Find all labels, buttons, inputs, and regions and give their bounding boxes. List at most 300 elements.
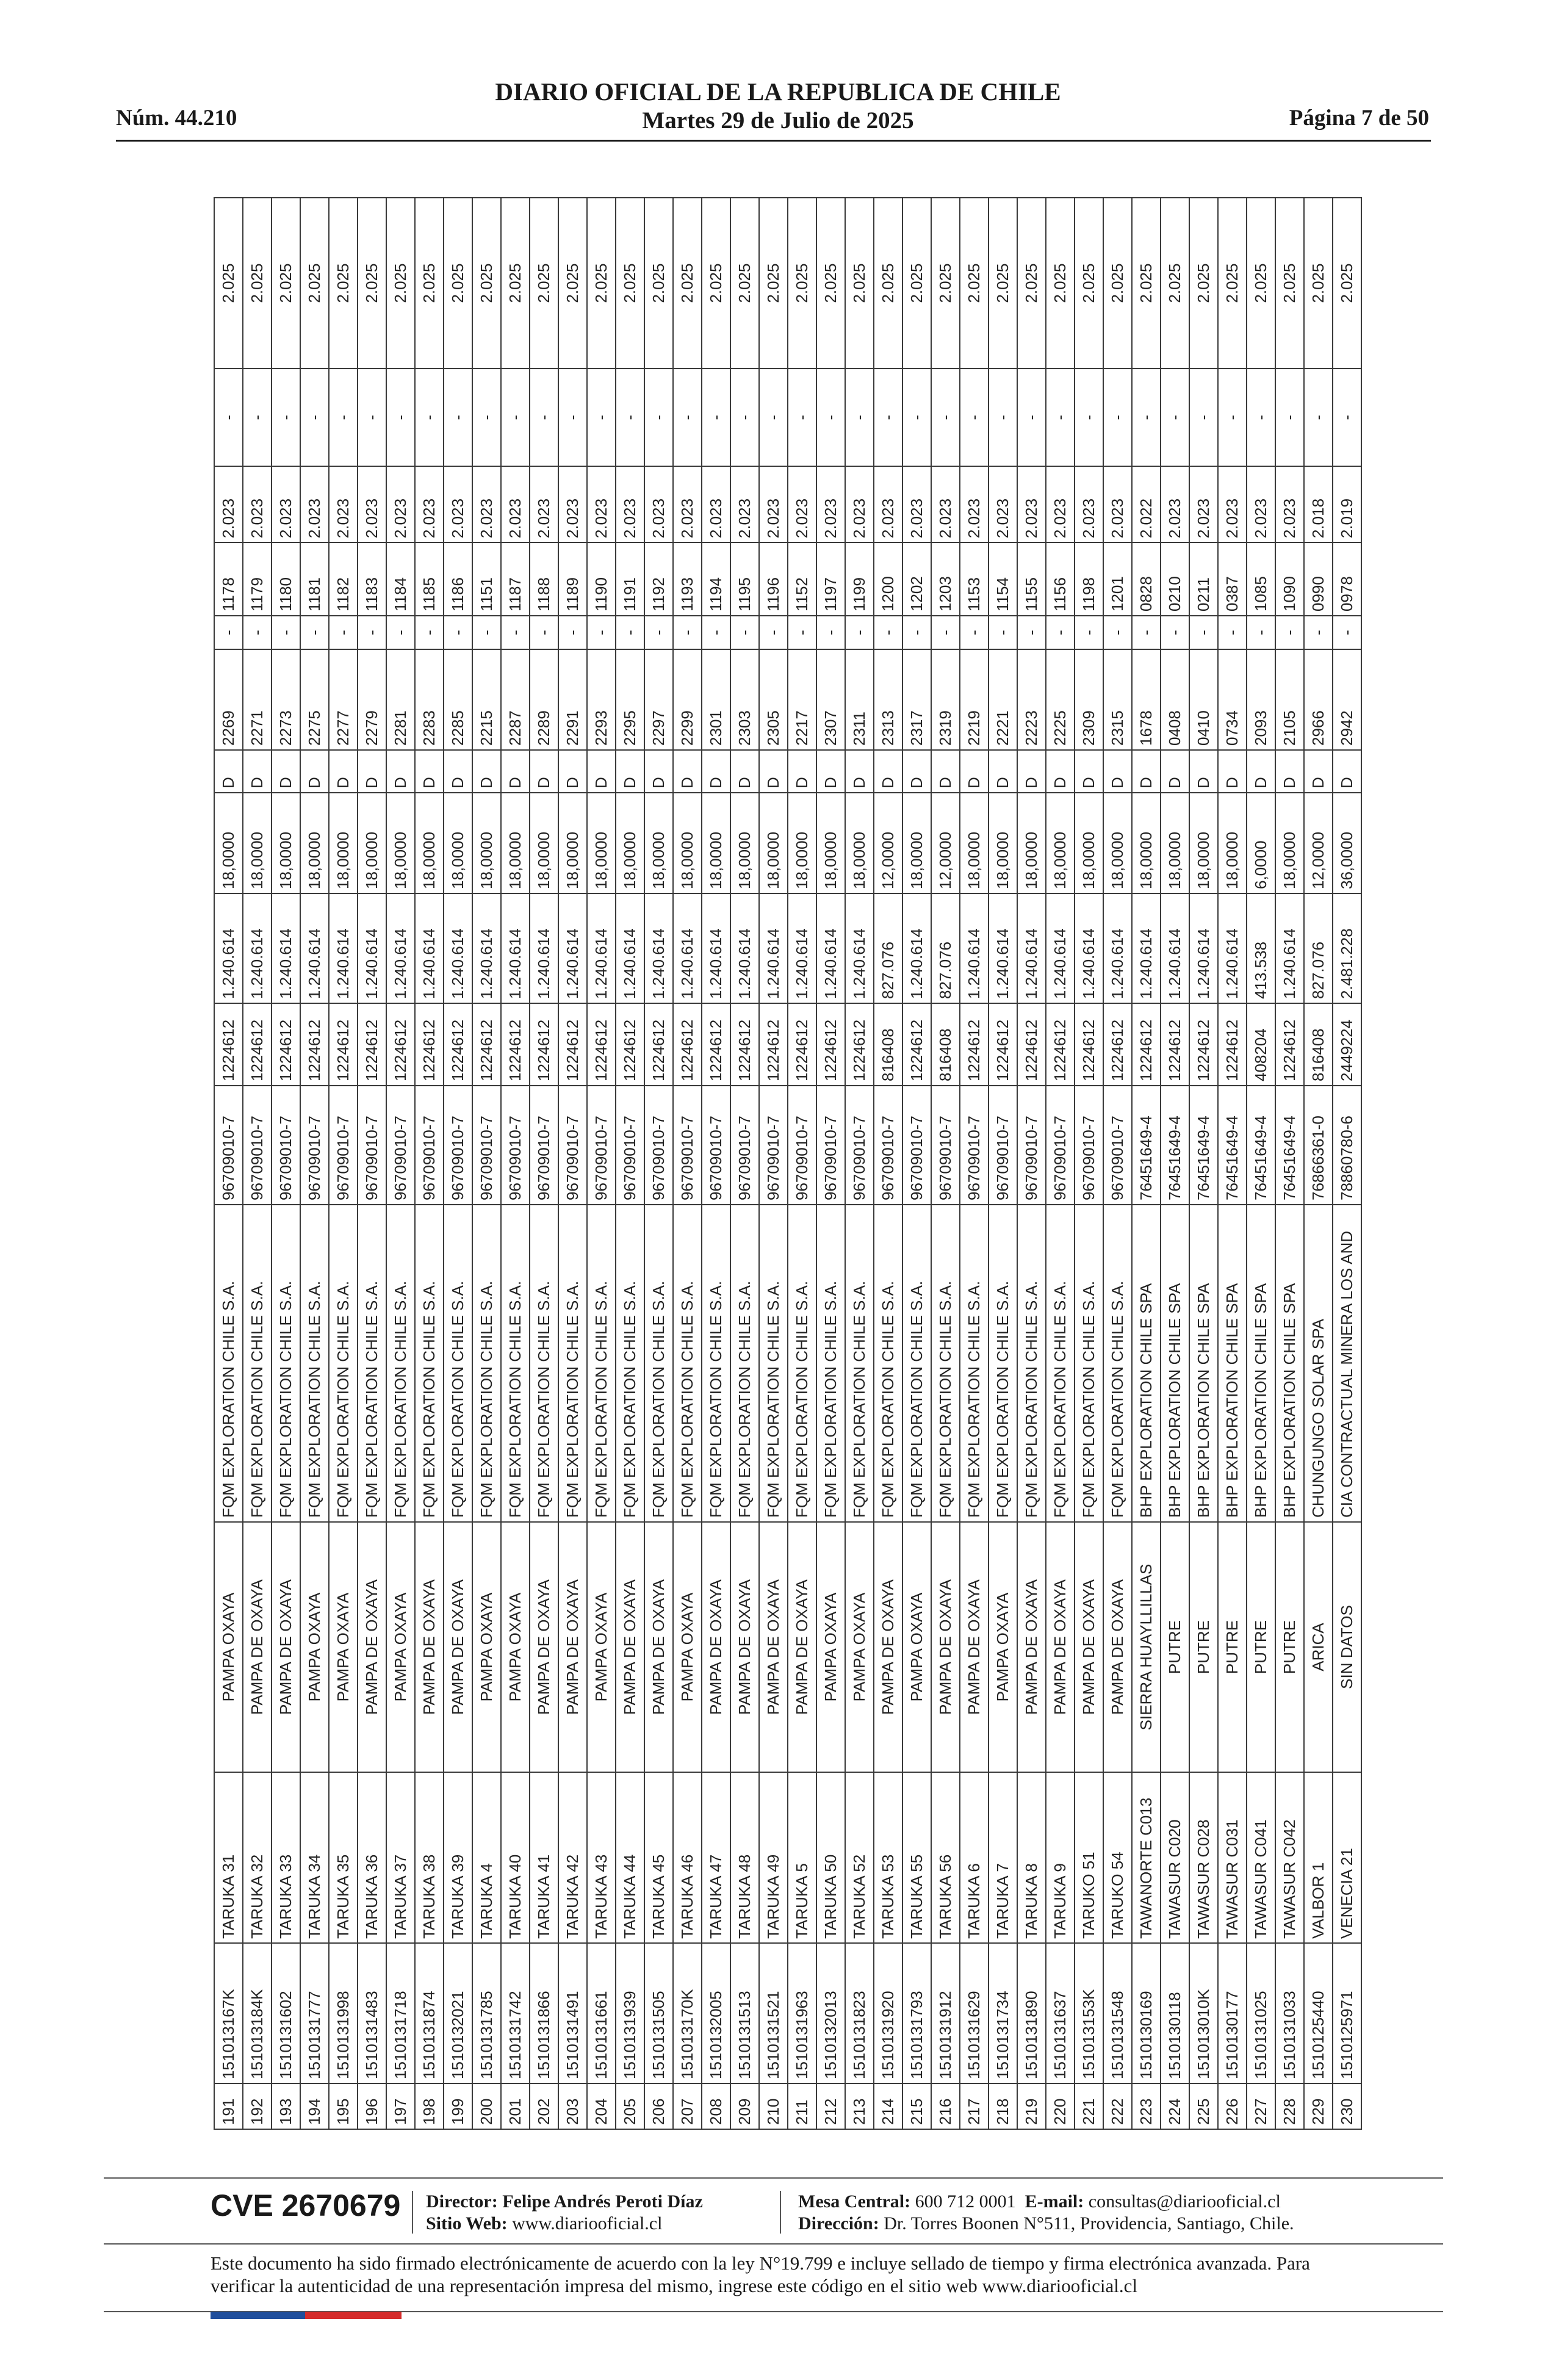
cell-concession-code: 1510125971: [1333, 1943, 1361, 2083]
cell-separator-a: -: [989, 616, 1017, 649]
cell-concession-code: 1510131777: [300, 1943, 329, 2083]
cell-concession-code: 1510131513: [730, 1943, 759, 2083]
cell-row-number: 220: [1046, 2083, 1075, 2129]
cell-type: D: [587, 750, 616, 793]
cell-row-number: 194: [300, 2083, 329, 2129]
cell-amount: 1.240.614: [673, 893, 702, 1003]
cell-holder-rut: 96709010-7: [501, 1086, 530, 1205]
cell-type: D: [960, 750, 989, 793]
cell-hectares: 1224612: [444, 1003, 472, 1086]
cell-row-number: 212: [816, 2083, 845, 2129]
director-info: [426, 2191, 703, 2235]
cell-year-b: 2.025: [874, 198, 902, 369]
cell-concession-name: TARUKA 41: [530, 1772, 558, 1943]
cell-amount: 2.481.228: [1333, 893, 1361, 1003]
cell-roll-b: 1152: [788, 543, 816, 616]
cell-year-b: 2.025: [444, 198, 472, 369]
cell-location: PAMPA OXAYA: [587, 1522, 616, 1772]
cell-concession-code: 151013170K: [673, 1943, 702, 2083]
cell-concession-code: 1510131718: [386, 1943, 415, 2083]
cell-value: 18,0000: [587, 793, 616, 893]
cell-type: D: [1017, 750, 1046, 793]
cell-separator-b: -: [730, 369, 759, 466]
cell-year-b: 2.025: [1247, 198, 1275, 369]
cell-holder-rut: 96709010-7: [587, 1086, 616, 1205]
cell-type: D: [300, 750, 329, 793]
cell-location: PAMPA OXAYA: [472, 1522, 501, 1772]
cell-type: D: [788, 750, 816, 793]
cell-roll-a: 2317: [902, 649, 931, 750]
cve-code: CVE 2670679: [211, 2188, 401, 2223]
cell-concession-name: TARUKA 32: [243, 1772, 272, 1943]
cell-roll-a: 2217: [788, 649, 816, 750]
cell-amount: 1.240.614: [587, 893, 616, 1003]
cell-hectares: 1224612: [415, 1003, 444, 1086]
cell-hectares: 1224612: [501, 1003, 530, 1086]
cell-amount: 1.240.614: [243, 893, 272, 1003]
cell-amount: 1.240.614: [472, 893, 501, 1003]
cell-roll-a: 2275: [300, 649, 329, 750]
cell-holder-name: CIA CONTRACTUAL MINERA LOS AND: [1333, 1205, 1361, 1522]
cell-type: D: [272, 750, 300, 793]
cell-row-number: 210: [759, 2083, 788, 2129]
table-row: [788, 198, 816, 2129]
address-label: Dirección:: [798, 2213, 879, 2234]
address-text: Dr. Torres Boonen N°511, Providencia, Santiago, Chile.: [884, 2213, 1294, 2234]
cell-hectares: 1224612: [673, 1003, 702, 1086]
cell-separator-a: -: [558, 616, 587, 649]
cell-separator-b: -: [472, 369, 501, 466]
cell-roll-a: 2942: [1333, 649, 1361, 750]
cell-type: D: [386, 750, 415, 793]
cell-separator-a: -: [1275, 616, 1304, 649]
cell-value: 18,0000: [673, 793, 702, 893]
cell-roll-a: 0408: [1161, 649, 1189, 750]
cell-location: PAMPA DE OXAYA: [1075, 1522, 1103, 1772]
cell-value: 18,0000: [1046, 793, 1075, 893]
cell-concession-name: TARUKA 39: [444, 1772, 472, 1943]
cell-roll-b: 1203: [931, 543, 960, 616]
cell-row-number: 195: [329, 2083, 358, 2129]
cell-year-a: 2.023: [386, 466, 415, 543]
cell-amount: 1.240.614: [960, 893, 989, 1003]
cell-location: PAMPA OXAYA: [329, 1522, 358, 1772]
cell-roll-b: 1186: [444, 543, 472, 616]
cell-year-a: 2.018: [1304, 466, 1333, 543]
cell-amount: 1.240.614: [1161, 893, 1189, 1003]
cell-hectares: 1224612: [243, 1003, 272, 1086]
cell-year-b: 2.025: [730, 198, 759, 369]
cell-type: D: [730, 750, 759, 793]
cell-type: D: [902, 750, 931, 793]
header-divider: [116, 140, 1431, 142]
cell-year-b: 2.025: [415, 198, 444, 369]
cell-concession-code: 1510131505: [644, 1943, 673, 2083]
cell-hectares: 1224612: [989, 1003, 1017, 1086]
cell-amount: 1.240.614: [730, 893, 759, 1003]
cell-year-b: 2.025: [1275, 198, 1304, 369]
cell-separator-b: -: [530, 369, 558, 466]
cell-value: 18,0000: [386, 793, 415, 893]
cell-amount: 1.240.614: [415, 893, 444, 1003]
table-row: [1075, 198, 1103, 2129]
table-row: [730, 198, 759, 2129]
cell-separator-b: -: [300, 369, 329, 466]
cell-row-number: 201: [501, 2083, 530, 2129]
cell-roll-b: 0210: [1161, 543, 1189, 616]
cell-hectares: 1224612: [558, 1003, 587, 1086]
cell-holder-name: FQM EXPLORATION CHILE S.A.: [501, 1205, 530, 1522]
cell-roll-b: 1191: [616, 543, 644, 616]
cell-amount: 1.240.614: [329, 893, 358, 1003]
table-row: [329, 198, 358, 2129]
cell-holder-rut: 96709010-7: [931, 1086, 960, 1205]
cell-hectares: 1224612: [902, 1003, 931, 1086]
cell-separator-b: -: [1304, 369, 1333, 466]
cell-hectares: 1224612: [386, 1003, 415, 1086]
cell-holder-name: FQM EXPLORATION CHILE S.A.: [960, 1205, 989, 1522]
cell-row-number: 200: [472, 2083, 501, 2129]
cell-hectares: 816408: [931, 1003, 960, 1086]
cell-separator-b: -: [587, 369, 616, 466]
cell-hectares: 1224612: [530, 1003, 558, 1086]
cell-roll-a: 2299: [673, 649, 702, 750]
cell-separator-a: -: [702, 616, 730, 649]
cell-separator-b: -: [673, 369, 702, 466]
cell-roll-a: 0410: [1189, 649, 1218, 750]
footer-separator-2: [780, 2191, 781, 2234]
cell-separator-a: -: [1103, 616, 1132, 649]
cell-value: 18,0000: [1275, 793, 1304, 893]
cell-separator-b: -: [816, 369, 845, 466]
cell-separator-a: -: [644, 616, 673, 649]
cell-row-number: 199: [444, 2083, 472, 2129]
cell-holder-name: FQM EXPLORATION CHILE S.A.: [386, 1205, 415, 1522]
cell-type: D: [989, 750, 1017, 793]
cell-separator-a: -: [472, 616, 501, 649]
cell-value: 36,0000: [1333, 793, 1361, 893]
table-row: [1333, 198, 1361, 2129]
cell-year-b: 2.025: [1304, 198, 1333, 369]
cell-holder-rut: 76451649-4: [1189, 1086, 1218, 1205]
cell-separator-a: -: [730, 616, 759, 649]
cell-roll-a: 2293: [587, 649, 616, 750]
cell-concession-name: TARUKA 8: [1017, 1772, 1046, 1943]
cell-year-b: 2.025: [788, 198, 816, 369]
electronic-signature-notice: Este documento ha sido firmado electrónicamente de acuerdo con la ley N°19.799 e incluye sellado de tiempo y firma electrónica avanzada. Para verificar la autenticidad de una representación impresa del mismo, ingrese este código en el sitio web www.diariooficial.cl: [211, 2252, 1310, 2296]
cell-holder-name: FQM EXPLORATION CHILE S.A.: [272, 1205, 300, 1522]
cell-value: 18,0000: [472, 793, 501, 893]
cell-holder-name: FQM EXPLORATION CHILE S.A.: [300, 1205, 329, 1522]
cell-location: PAMPA DE OXAYA: [1103, 1522, 1132, 1772]
cell-holder-rut: 96709010-7: [673, 1086, 702, 1205]
table-row: [816, 198, 845, 2129]
cell-hectares: 1224612: [472, 1003, 501, 1086]
cell-year-a: 2.023: [1046, 466, 1075, 543]
cell-separator-a: -: [673, 616, 702, 649]
cell-concession-code: 151013167K: [214, 1943, 243, 2083]
cell-year-a: 2.023: [1103, 466, 1132, 543]
cell-row-number: 229: [1304, 2083, 1333, 2129]
cell-year-a: 2.023: [329, 466, 358, 543]
cell-concession-code: 1510131920: [874, 1943, 902, 2083]
cell-year-a: 2.023: [587, 466, 616, 543]
cell-concession-name: TARUKA 53: [874, 1772, 902, 1943]
cell-year-a: 2.023: [1247, 466, 1275, 543]
cell-holder-name: FQM EXPLORATION CHILE S.A.: [472, 1205, 501, 1522]
cell-roll-b: 1195: [730, 543, 759, 616]
website-link[interactable]: www.diariooficial.cl: [512, 2213, 663, 2234]
cell-year-a: 2.023: [902, 466, 931, 543]
cell-hectares: 1224612: [788, 1003, 816, 1086]
cell-concession-code: 1510130177: [1218, 1943, 1247, 2083]
cell-concession-code: 151013010K: [1189, 1943, 1218, 2083]
cell-separator-b: -: [1275, 369, 1304, 466]
cell-holder-name: FQM EXPLORATION CHILE S.A.: [358, 1205, 386, 1522]
cell-year-b: 2.025: [644, 198, 673, 369]
cell-holder-name: BHP EXPLORATION CHILE SPA: [1275, 1205, 1304, 1522]
cell-roll-a: 2277: [329, 649, 358, 750]
cell-roll-a: 2313: [874, 649, 902, 750]
cell-type: D: [816, 750, 845, 793]
table-row: [1275, 198, 1304, 2129]
cell-concession-code: 1510132013: [816, 1943, 845, 2083]
cell-roll-a: 2966: [1304, 649, 1333, 750]
cell-separator-a: -: [530, 616, 558, 649]
cell-concession-name: TAWASUR C028: [1189, 1772, 1218, 1943]
newspaper-title: DIARIO OFICIAL DE LA REPUBLICA DE CHILE: [495, 78, 1061, 106]
cell-holder-rut: 96709010-7: [243, 1086, 272, 1205]
cell-roll-a: 2105: [1275, 649, 1304, 750]
cell-concession-code: 1510131033: [1275, 1943, 1304, 2083]
cell-amount: 1.240.614: [1132, 893, 1161, 1003]
table-row: [1304, 198, 1333, 2129]
cell-separator-a: -: [816, 616, 845, 649]
cell-type: D: [1161, 750, 1189, 793]
cell-separator-a: -: [1017, 616, 1046, 649]
cell-year-b: 2.025: [902, 198, 931, 369]
cell-location: PAMPA DE OXAYA: [616, 1522, 644, 1772]
cell-year-a: 2.023: [300, 466, 329, 543]
cell-year-b: 2.025: [358, 198, 386, 369]
table-row: [874, 198, 902, 2129]
cell-row-number: 207: [673, 2083, 702, 2129]
cell-location: PUTRE: [1161, 1522, 1189, 1772]
cell-hectares: 1224612: [1161, 1003, 1189, 1086]
cell-year-a: 2.023: [788, 466, 816, 543]
mesa-label: Mesa Central:: [798, 2191, 911, 2212]
cell-separator-a: -: [931, 616, 960, 649]
cell-location: PAMPA DE OXAYA: [730, 1522, 759, 1772]
cell-year-a: 2.023: [501, 466, 530, 543]
cell-year-b: 2.025: [243, 198, 272, 369]
cell-separator-b: -: [845, 369, 874, 466]
cell-separator-b: -: [989, 369, 1017, 466]
cell-concession-name: TARUKA 37: [386, 1772, 415, 1943]
table-row: [1218, 198, 1247, 2129]
cell-year-b: 2.025: [272, 198, 300, 369]
cell-concession-name: TARUKA 46: [673, 1772, 702, 1943]
table-row: [415, 198, 444, 2129]
cell-separator-a: -: [501, 616, 530, 649]
cell-year-a: 2.023: [472, 466, 501, 543]
cell-amount: 1.240.614: [1275, 893, 1304, 1003]
cell-roll-a: 2303: [730, 649, 759, 750]
cell-concession-name: TARUKA 4: [472, 1772, 501, 1943]
cell-separator-a: -: [759, 616, 788, 649]
cell-year-a: 2.023: [1075, 466, 1103, 543]
cell-holder-rut: 76451649-4: [1132, 1086, 1161, 1205]
cell-roll-b: 1085: [1247, 543, 1275, 616]
cell-value: 18,0000: [644, 793, 673, 893]
cell-holder-name: FQM EXPLORATION CHILE S.A.: [415, 1205, 444, 1522]
cell-amount: 1.240.614: [845, 893, 874, 1003]
cell-year-a: 2.023: [444, 466, 472, 543]
cell-row-number: 196: [358, 2083, 386, 2129]
cell-holder-rut: 96709010-7: [300, 1086, 329, 1205]
cell-roll-a: 2309: [1075, 649, 1103, 750]
table-row: [1132, 198, 1161, 2129]
cell-roll-a: 2281: [386, 649, 415, 750]
cell-holder-rut: 96709010-7: [616, 1086, 644, 1205]
cell-roll-a: 2283: [415, 649, 444, 750]
cell-amount: 1.240.614: [1189, 893, 1218, 1003]
cell-separator-b: -: [1218, 369, 1247, 466]
cell-separator-a: -: [415, 616, 444, 649]
cell-location: PAMPA OXAYA: [989, 1522, 1017, 1772]
cell-value: 18,0000: [845, 793, 874, 893]
cell-separator-b: -: [874, 369, 902, 466]
cell-type: D: [1046, 750, 1075, 793]
cell-separator-b: -: [1017, 369, 1046, 466]
cell-row-number: 211: [788, 2083, 816, 2129]
cell-value: 18,0000: [272, 793, 300, 893]
cell-concession-code: 1510131661: [587, 1943, 616, 2083]
cell-separator-a: -: [1075, 616, 1103, 649]
cell-separator-b: -: [272, 369, 300, 466]
cell-year-b: 2.025: [214, 198, 243, 369]
cell-separator-b: -: [358, 369, 386, 466]
cell-year-b: 2.025: [989, 198, 1017, 369]
cell-roll-a: 1678: [1132, 649, 1161, 750]
cell-type: D: [874, 750, 902, 793]
table-row: [300, 198, 329, 2129]
cell-year-b: 2.025: [1218, 198, 1247, 369]
cell-concession-name: TAWASUR C042: [1275, 1772, 1304, 1943]
cell-concession-code: 1510131890: [1017, 1943, 1046, 2083]
cell-holder-name: FQM EXPLORATION CHILE S.A.: [1103, 1205, 1132, 1522]
cell-separator-a: -: [272, 616, 300, 649]
cell-holder-rut: 96709010-7: [788, 1086, 816, 1205]
cell-concession-code: 1510131963: [788, 1943, 816, 2083]
cell-holder-rut: 96709010-7: [415, 1086, 444, 1205]
cell-hectares: 1224612: [1075, 1003, 1103, 1086]
cell-holder-name: FQM EXPLORATION CHILE S.A.: [874, 1205, 902, 1522]
cell-separator-b: -: [616, 369, 644, 466]
cell-roll-a: 2225: [1046, 649, 1075, 750]
table-row: [702, 198, 730, 2129]
cell-holder-rut: 96709010-7: [845, 1086, 874, 1205]
cell-amount: 1.240.614: [989, 893, 1017, 1003]
cell-concession-name: TAWASUR C031: [1218, 1772, 1247, 1943]
cell-holder-rut: 96709010-7: [444, 1086, 472, 1205]
concessions-table-container: [214, 198, 1356, 2130]
cell-roll-b: 1193: [673, 543, 702, 616]
cell-concession-code: 1510131629: [960, 1943, 989, 2083]
cell-roll-b: 1182: [329, 543, 358, 616]
contact-info: [798, 2191, 1294, 2235]
cell-concession-code: 1510131998: [329, 1943, 358, 2083]
mesa-phone: 600 712 0001: [915, 2191, 1016, 2212]
cell-roll-a: 2221: [989, 649, 1017, 750]
cell-amount: 827.076: [931, 893, 960, 1003]
cell-location: PAMPA DE OXAYA: [702, 1522, 730, 1772]
cell-type: D: [358, 750, 386, 793]
cell-year-b: 2.025: [329, 198, 358, 369]
cell-roll-a: 2269: [214, 649, 243, 750]
cell-concession-code: 1510130118: [1161, 1943, 1189, 2083]
cell-separator-a: -: [386, 616, 415, 649]
cell-roll-b: 1187: [501, 543, 530, 616]
email-label: E-mail:: [1025, 2191, 1084, 2212]
cell-location: PAMPA OXAYA: [386, 1522, 415, 1772]
cell-row-number: 198: [415, 2083, 444, 2129]
cell-location: PAMPA DE OXAYA: [415, 1522, 444, 1772]
cell-type: D: [530, 750, 558, 793]
cell-holder-rut: 76451649-4: [1161, 1086, 1189, 1205]
cell-row-number: 208: [702, 2083, 730, 2129]
cell-separator-a: -: [1132, 616, 1161, 649]
cell-type: D: [214, 750, 243, 793]
cell-year-b: 2.025: [673, 198, 702, 369]
cell-concession-code: 1510132005: [702, 1943, 730, 2083]
cell-concession-name: TARUKA 56: [931, 1772, 960, 1943]
cell-hectares: 1224612: [1017, 1003, 1046, 1086]
cell-value: 18,0000: [415, 793, 444, 893]
cell-concession-name: TARUKA 44: [616, 1772, 644, 1943]
cell-year-b: 2.025: [1333, 198, 1361, 369]
cell-amount: 1.240.614: [759, 893, 788, 1003]
cell-type: D: [759, 750, 788, 793]
cell-roll-b: 1180: [272, 543, 300, 616]
table-row: [960, 198, 989, 2129]
cell-year-b: 2.025: [472, 198, 501, 369]
page-indicator: Página 7 de 50: [1289, 106, 1429, 131]
cell-value: 18,0000: [1075, 793, 1103, 893]
cell-holder-name: FQM EXPLORATION CHILE S.A.: [558, 1205, 587, 1522]
cell-roll-a: 2315: [1103, 649, 1132, 750]
cell-concession-name: TARUKA 9: [1046, 1772, 1075, 1943]
cell-hectares: 1224612: [845, 1003, 874, 1086]
cell-amount: 1.240.614: [644, 893, 673, 1003]
cell-location: PAMPA DE OXAYA: [874, 1522, 902, 1772]
cell-holder-name: FQM EXPLORATION CHILE S.A.: [702, 1205, 730, 1522]
cell-roll-b: 1090: [1275, 543, 1304, 616]
cell-concession-code: 1510125440: [1304, 1943, 1333, 2083]
cell-hectares: 1224612: [358, 1003, 386, 1086]
cell-concession-name: TARUKO 54: [1103, 1772, 1132, 1943]
cell-year-b: 2.025: [1189, 198, 1218, 369]
cell-roll-a: 2215: [472, 649, 501, 750]
cell-value: 18,0000: [300, 793, 329, 893]
cell-type: D: [1218, 750, 1247, 793]
cell-holder-name: FQM EXPLORATION CHILE S.A.: [530, 1205, 558, 1522]
cell-amount: 1.240.614: [816, 893, 845, 1003]
cell-year-a: 2.023: [558, 466, 587, 543]
cell-row-number: 216: [931, 2083, 960, 2129]
table-row: [386, 198, 415, 2129]
email-link[interactable]: consultas@diariooficial.cl: [1088, 2191, 1281, 2212]
